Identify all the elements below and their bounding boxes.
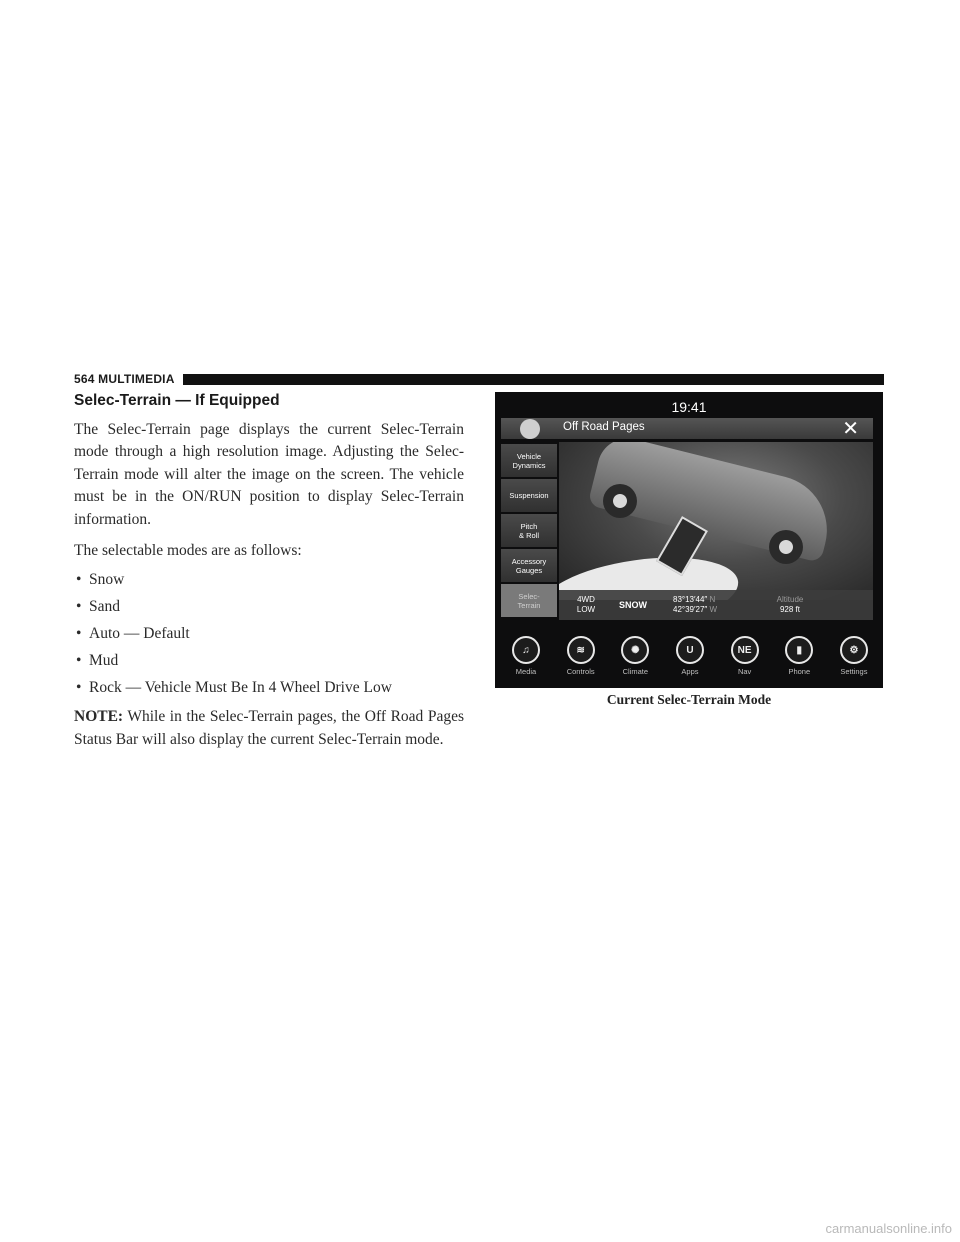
note-text: While in the Selec-Terrain pages, the Off Road Pages Status Bar will also display the current Selec-Terrain mode. [74,708,464,748]
dock-apps[interactable]: U Apps [669,636,711,684]
text-column [74,392,464,760]
bottom-dock [501,636,879,684]
list-item: • Auto — Default [76,625,190,643]
altitude: Altitude 928 ft [776,595,804,614]
side-menu-suspension[interactable]: Suspension [501,479,557,512]
side-menu-accessory-gauges[interactable]: Accessory Gauges [501,549,557,582]
side-menu [501,444,557,619]
list-item: • Sand [76,598,120,616]
list-item: • Mud [76,652,119,670]
dock-media[interactable]: ♫ Media [505,636,547,684]
front-wheel [603,484,637,518]
status-bar [559,590,873,620]
page-number-label: 564 MULTIMEDIA [74,372,175,386]
dock-climate[interactable]: ✺ Climate [614,636,656,684]
page-title: Off Road Pages [563,421,645,433]
clock: 19:41 [671,399,707,415]
close-icon[interactable]: ✕ [842,418,859,440]
drive-mode: 4WD LOW [576,595,596,614]
uconnect-screenshot [495,392,883,688]
dock-settings[interactable]: ⚙ Settings [833,636,875,684]
figure-caption: Current Selec-Terrain Mode [606,692,772,707]
compass-icon: NE [731,636,759,664]
dock-phone[interactable]: ▮ Phone [778,636,820,684]
title-bar [501,418,873,439]
dock-nav[interactable]: NE Nav [724,636,766,684]
list-item: • Snow [76,571,125,589]
note-paragraph [74,706,464,751]
modes-intro: The selectable modes are as follows: [74,542,302,560]
intro-paragraph: The Selec-Terrain page displays the current Selec-Terrain mode through a high resolution image. Adjusting the Selec-Terrain mode will alter the image on the screen. The vehicle must be in the ON/RUN position to display Selec-Terrain information. [74,421,464,528]
header-rule [183,374,884,385]
terrain-image [559,442,873,600]
watermark: carmanualsonline.info [825,1221,952,1236]
dock-controls[interactable]: ≋ Controls [560,636,602,684]
coordinates: 83°13′44″ N 42°39′27″ W [673,595,718,614]
gear-icon: ⚙ [840,636,868,664]
list-item: • Rock — Vehicle Must Be In 4 Wheel Drive Low [76,679,392,697]
section-title: Selec-Terrain — If Equipped [74,392,280,409]
side-menu-vehicle-dynamics[interactable]: Vehicle Dynamics [501,444,557,477]
page-header [74,372,884,386]
off-road-icon [520,419,540,439]
controls-icon: ≋ [567,636,595,664]
climate-icon: ✺ [621,636,649,664]
rear-wheel [769,530,803,564]
note-label: NOTE: [74,708,124,726]
terrain-mode: SNOW [619,600,647,610]
side-menu-pitch-roll[interactable]: Pitch & Roll [501,514,557,547]
modes-list [74,571,464,697]
side-menu-selec-terrain[interactable]: Selec- Terrain [501,584,557,617]
music-icon: ♫ [512,636,540,664]
apps-icon: U [676,636,704,664]
phone-icon: ▮ [785,636,813,664]
